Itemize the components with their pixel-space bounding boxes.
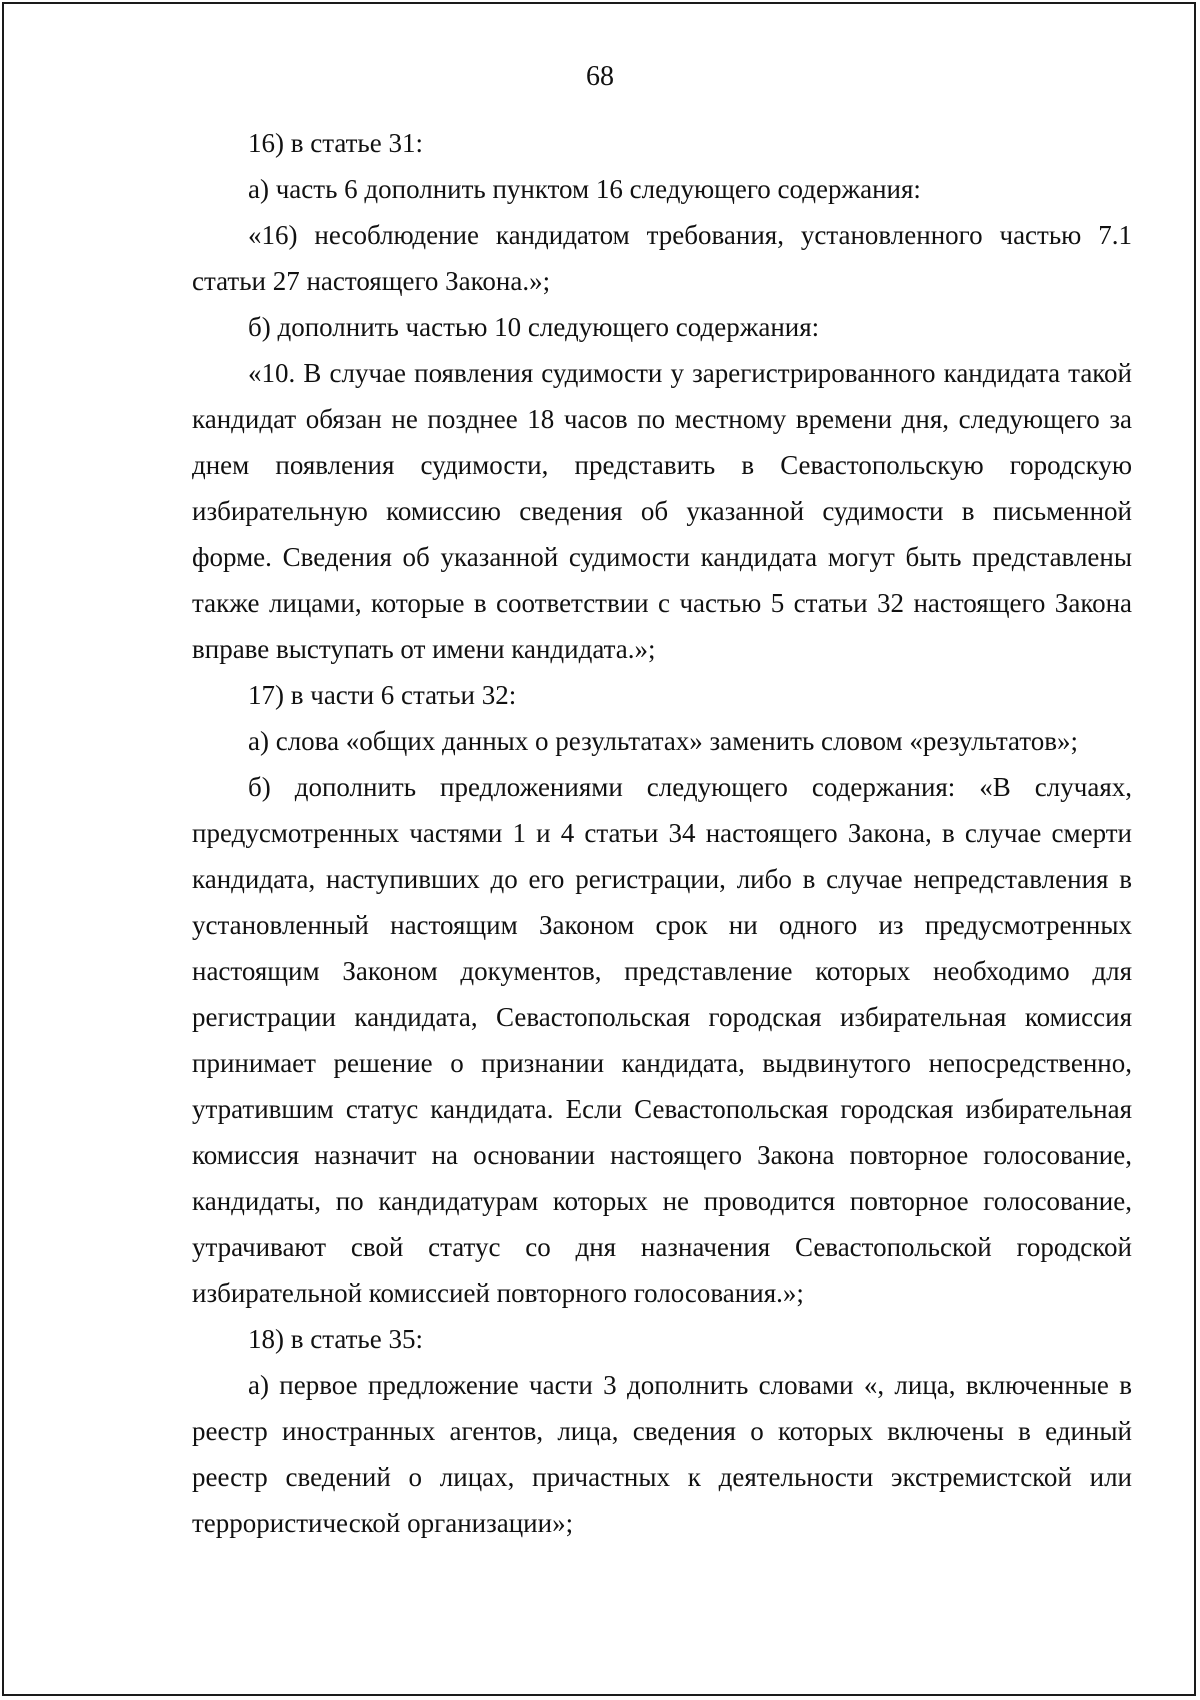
paragraph-item-17: 17) в части 6 статьи 32: xyxy=(248,680,517,710)
paragraph-item-18: 18) в статье 35: xyxy=(248,1324,423,1354)
paragraph-quote-16: «16) несоблюдение кандидатом требования, установленного частью 7.1 статьи 27 настоящего Закона.»; xyxy=(192,220,1132,296)
paragraph-item-18a: а) первое предложение части 3 дополнить словами «, лица, включенные в реестр иностранных агентов, лица, сведения о которых включены в единый реестр сведений о лицах, причастных к деятельности экстремистской или террористической организации»; xyxy=(192,1370,1132,1538)
paragraph-item-16a: а) часть 6 дополнить пунктом 16 следующего содержания: xyxy=(248,174,921,204)
document-body xyxy=(192,120,1132,1546)
paragraph-item-17a: а) слова «общих данных о результатах» заменить словом «результатов»; xyxy=(248,726,1078,756)
paragraph-item-17b: б) дополнить предложениями следующего содержания: «В случаях, предусмотренных частями 1 и 4 статьи 34 настоящего Закона, в случае смерти кандидата, наступивших до его регистрации, либо в случае непредставления в установленный настоящим Законом срок ни одного из предусмотренных настоящим Законом документов, представление которых необходимо для регистрации кандидата, Севастопольская городская избирательная комиссия принимает решение о признании кандидата, выдвинутого непосредственно, утратившим статус кандидата. Если Севастопольская городская избирательная комиссия назначит на основании настоящего Закона повторное голосование, кандидаты, по кандидатурам которых не проводится повторное голосование, утрачивают свой статус со дня назначения Севастопольской городской избирательной комиссией повторного голосования.»; xyxy=(192,772,1132,1308)
paragraph-item-16: 16) в статье 31: xyxy=(248,128,423,158)
paragraph-item-16b: б) дополнить частью 10 следующего содержания: xyxy=(248,312,820,342)
page-number: 68 xyxy=(586,61,614,92)
paragraph-quote-10: «10. В случае появления судимости у зарегистрированного кандидата такой кандидат обязан не позднее 18 часов по местному времени дня, следующего за днем появления судимости, представить в Севастопольскую городскую избирательную комиссию сведения об указанной судимости в письменной форме. Сведения об указанной судимости кандидата могут быть представлены также лицами, которые в соответствии с частью 5 статьи 32 настоящего Закона вправе выступать от имени кандидата.»; xyxy=(192,358,1132,664)
